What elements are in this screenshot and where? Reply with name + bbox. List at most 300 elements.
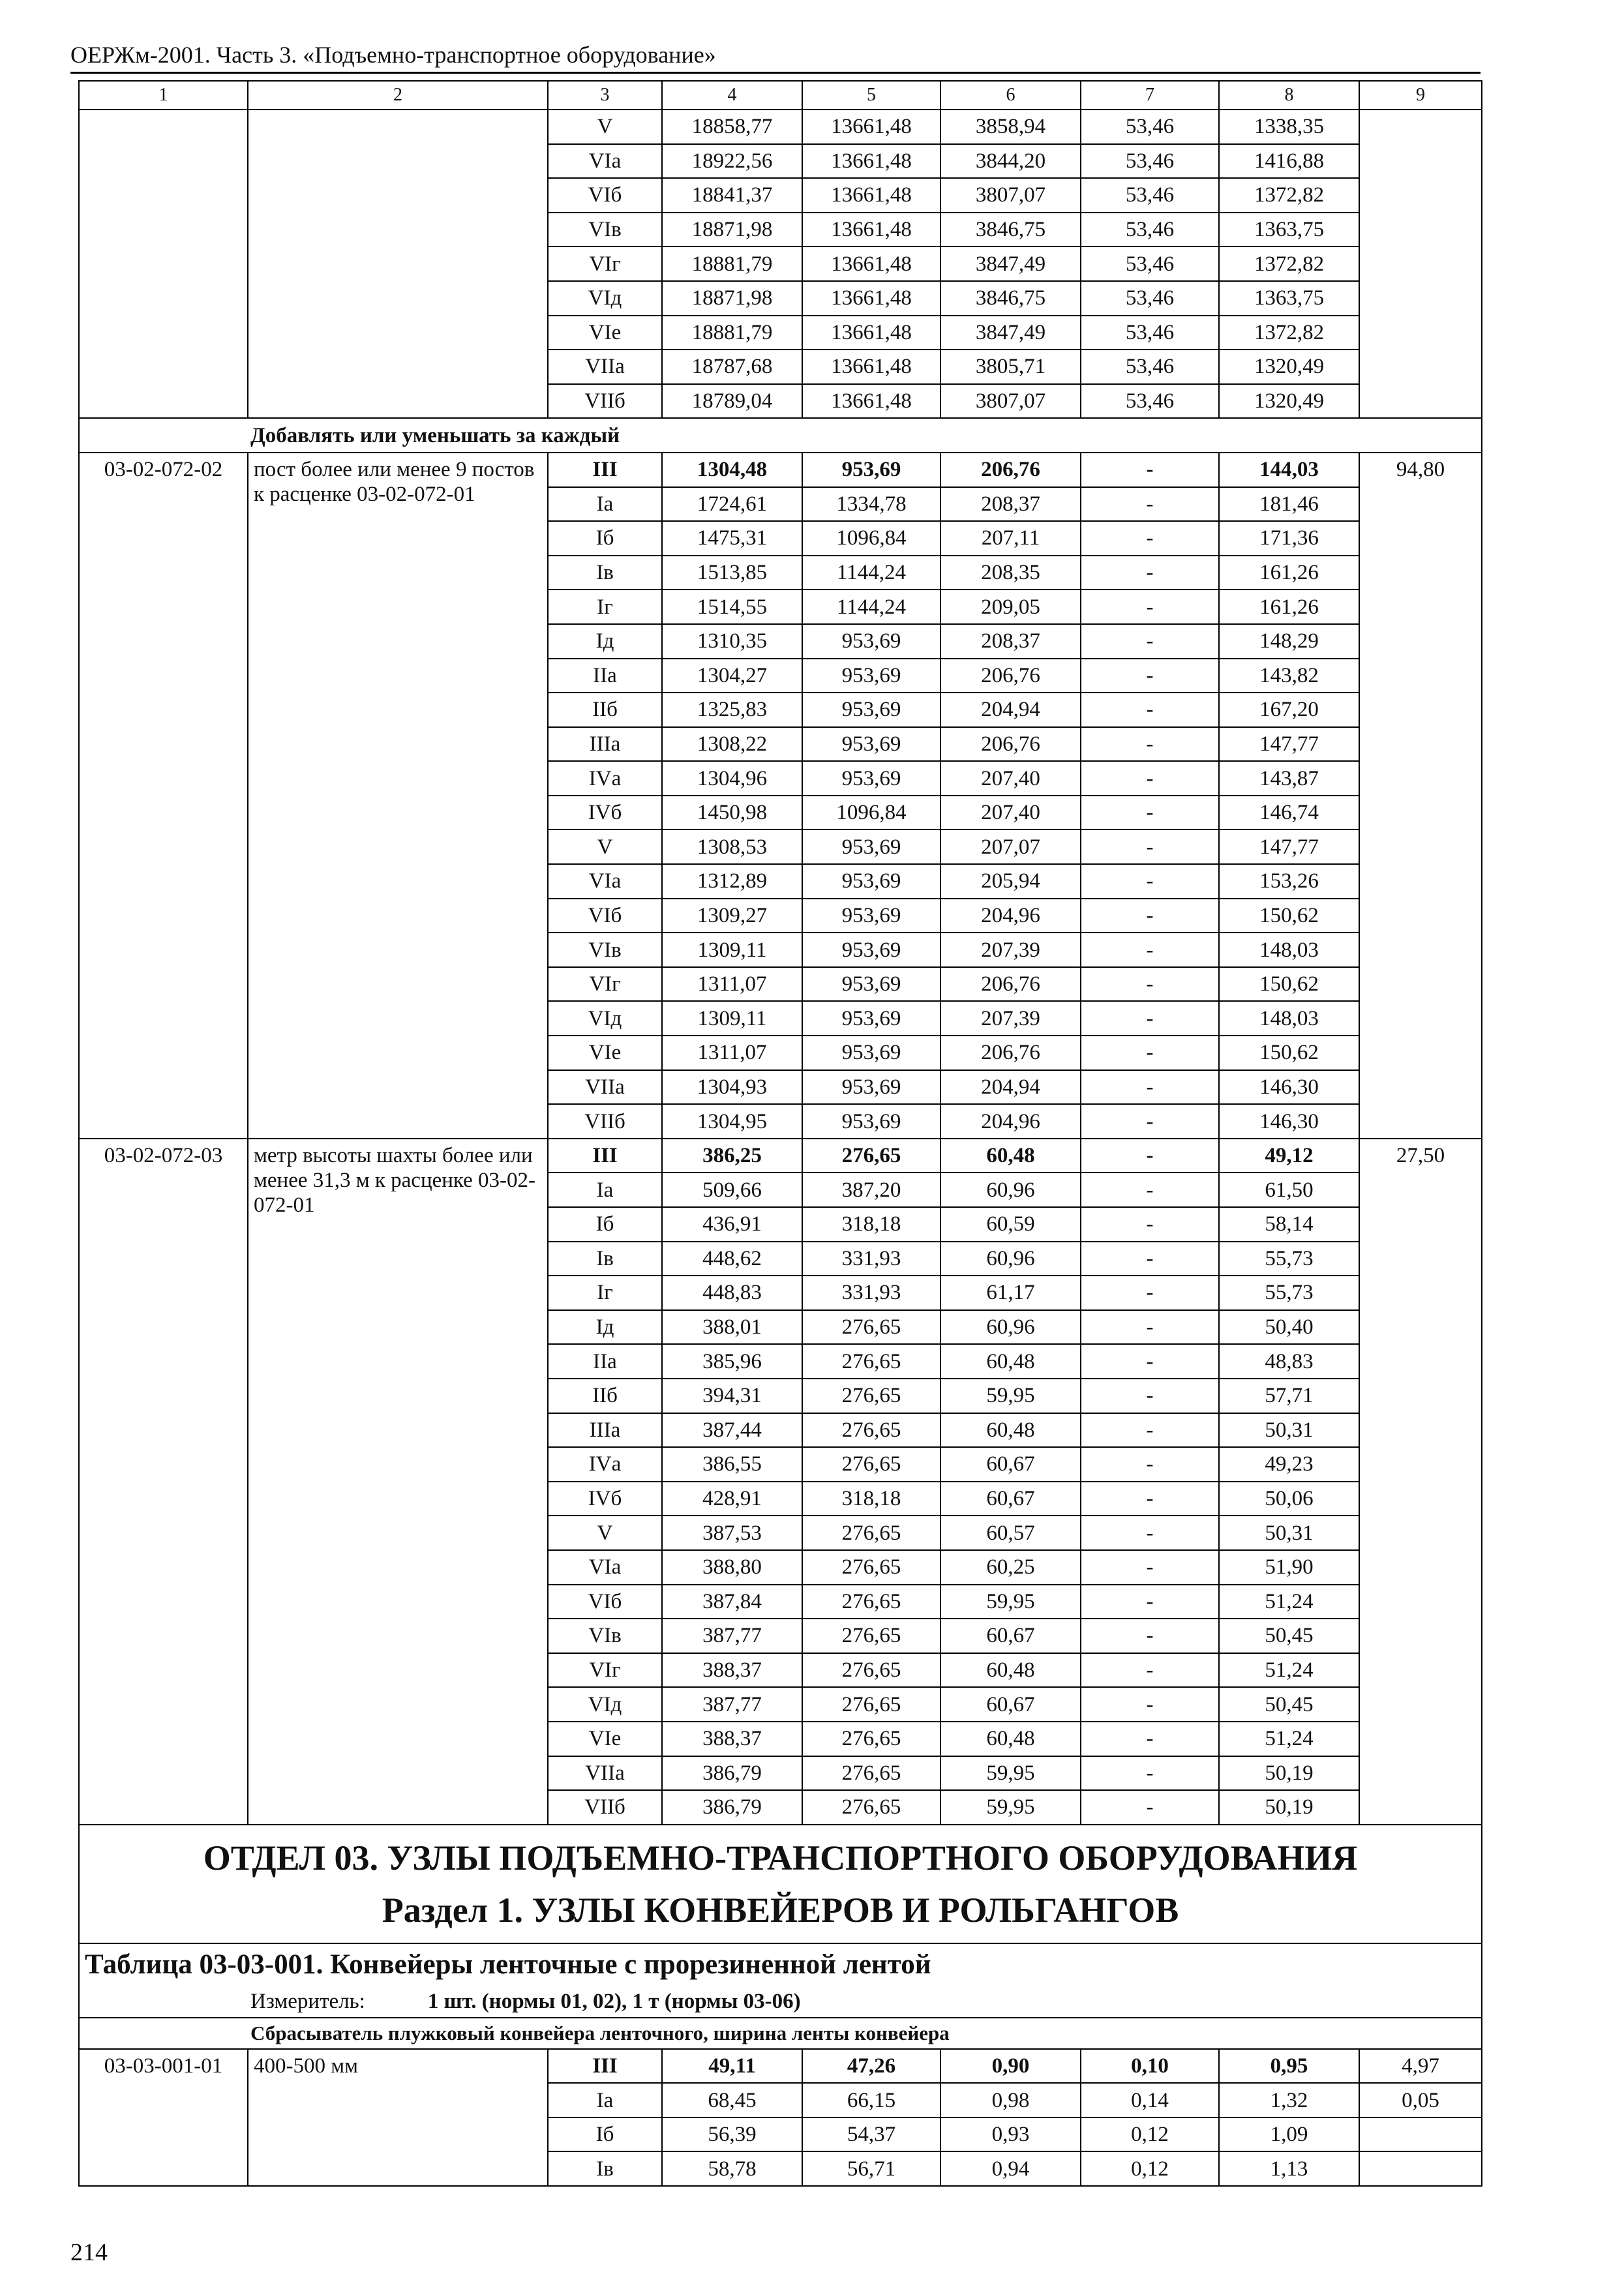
value-cell: 1,32: [1219, 2083, 1359, 2117]
value-cell: -: [1081, 1687, 1219, 1722]
rate-description: [248, 110, 548, 418]
value-cell: -: [1081, 1173, 1219, 1207]
rate-code: 03-03-001-01: [79, 2049, 248, 2186]
value-cell: 60,25: [940, 1550, 1081, 1585]
value-cell: 13661,48: [802, 384, 940, 419]
value-cell: 13661,48: [802, 110, 940, 144]
zone-cell: III: [548, 453, 662, 487]
value-cell: 60,67: [940, 1447, 1081, 1482]
value-cell: 1308,53: [662, 830, 802, 864]
measure: [79, 1986, 1482, 2018]
value-cell: 386,79: [662, 1790, 802, 1825]
value-cell: -: [1081, 521, 1219, 556]
value-cell: 276,65: [802, 1790, 940, 1825]
value-cell: 1309,11: [662, 1001, 802, 1036]
value-cell: 1311,07: [662, 1036, 802, 1070]
value-cell: 60,96: [940, 1173, 1081, 1207]
department-heading-row: [79, 1825, 1482, 1943]
value-cell: 428,91: [662, 1482, 802, 1516]
table-row: [79, 2049, 1482, 2084]
value-cell: -: [1081, 727, 1219, 762]
value-cell: 1312,89: [662, 864, 802, 899]
value-cell: -: [1081, 1242, 1219, 1276]
value-cell: 48,83: [1219, 1344, 1359, 1379]
value-cell: -: [1081, 1447, 1219, 1482]
column-number: 3: [548, 81, 662, 110]
value-cell: 53,46: [1081, 281, 1219, 316]
value-cell: 150,62: [1219, 967, 1359, 1002]
value-cell: 3844,20: [940, 144, 1081, 179]
value-cell: 388,37: [662, 1722, 802, 1756]
value-cell: 146,30: [1219, 1104, 1359, 1139]
rate-code: 03-02-072-02: [79, 453, 248, 1139]
value-cell: 56,71: [802, 2151, 940, 2186]
value-cell: 18789,04: [662, 384, 802, 419]
value-cell: 1514,55: [662, 590, 802, 624]
value-cell: 53,46: [1081, 213, 1219, 247]
value-cell: 206,76: [940, 453, 1081, 487]
value-cell: 18922,56: [662, 144, 802, 179]
value-cell: 953,69: [802, 624, 940, 659]
value-cell: 0,95: [1219, 2049, 1359, 2084]
department-heading: [79, 1825, 1482, 1943]
zone-cell: Iб: [548, 2117, 662, 2152]
value-cell: 53,46: [1081, 110, 1219, 144]
column-number: 2: [248, 81, 548, 110]
value-cell: 50,31: [1219, 1516, 1359, 1550]
zone-cell: VIб: [548, 178, 662, 213]
zone-cell: III: [548, 2049, 662, 2084]
value-cell: 153,26: [1219, 864, 1359, 899]
value-cell: -: [1081, 1379, 1219, 1413]
value-cell: 60,48: [940, 1413, 1081, 1448]
value-cell: 207,40: [940, 761, 1081, 796]
value-cell: 161,26: [1219, 556, 1359, 590]
value-cell: 953,69: [802, 967, 940, 1002]
value-cell: 58,78: [662, 2151, 802, 2186]
col9-cell: 0,05: [1359, 2083, 1482, 2117]
zone-cell: V: [548, 110, 662, 144]
value-cell: 276,65: [802, 1447, 940, 1482]
value-cell: 148,29: [1219, 624, 1359, 659]
zone-cell: IVб: [548, 1482, 662, 1516]
value-cell: 436,91: [662, 1207, 802, 1242]
value-cell: -: [1081, 1276, 1219, 1310]
zone-cell: IVа: [548, 1447, 662, 1482]
zone-cell: IVб: [548, 796, 662, 830]
value-cell: 3846,75: [940, 213, 1081, 247]
value-cell: 1310,35: [662, 624, 802, 659]
value-cell: 204,94: [940, 1070, 1081, 1105]
zone-cell: Iа: [548, 487, 662, 522]
rate-code: 03-02-072-03: [79, 1139, 248, 1825]
value-cell: 60,48: [940, 1722, 1081, 1756]
zone-cell: III: [548, 1139, 662, 1173]
zone-cell: Iд: [548, 624, 662, 659]
value-cell: 1450,98: [662, 796, 802, 830]
value-cell: 385,96: [662, 1344, 802, 1379]
value-cell: 1304,93: [662, 1070, 802, 1105]
rates-table: [78, 80, 1482, 2187]
value-cell: 387,44: [662, 1413, 802, 1448]
zone-cell: VIIа: [548, 1070, 662, 1105]
zone-cell: V: [548, 1516, 662, 1550]
value-cell: -: [1081, 796, 1219, 830]
value-cell: 208,37: [940, 624, 1081, 659]
value-cell: 150,62: [1219, 1036, 1359, 1070]
value-cell: 161,26: [1219, 590, 1359, 624]
table-title: Таблица 03-03-001. Конвейеры ленточные с прорезиненной лентой: [79, 1943, 1482, 1986]
value-cell: 53,46: [1081, 247, 1219, 281]
zone-cell: VIIб: [548, 1104, 662, 1139]
value-cell: 276,65: [802, 1379, 940, 1413]
value-cell: 953,69: [802, 1070, 940, 1105]
value-cell: 57,71: [1219, 1379, 1359, 1413]
value-cell: 0,98: [940, 2083, 1081, 2117]
value-cell: 386,55: [662, 1447, 802, 1482]
value-cell: 51,90: [1219, 1550, 1359, 1585]
zone-cell: IIIа: [548, 727, 662, 762]
value-cell: 0,90: [940, 2049, 1081, 2084]
zone-cell: VIв: [548, 933, 662, 967]
value-cell: 18841,37: [662, 178, 802, 213]
value-cell: 386,25: [662, 1139, 802, 1173]
page-number: 214: [70, 2239, 108, 2266]
value-cell: 171,36: [1219, 521, 1359, 556]
value-cell: 206,76: [940, 659, 1081, 693]
value-cell: 953,69: [802, 693, 940, 727]
value-cell: 204,94: [940, 693, 1081, 727]
value-cell: 51,24: [1219, 1585, 1359, 1619]
rate-description: пост более или менее 9 постов к расценке 03-02-072-01: [248, 453, 548, 1139]
value-cell: -: [1081, 1139, 1219, 1173]
value-cell: 1334,78: [802, 487, 940, 522]
value-cell: 1724,61: [662, 487, 802, 522]
col9-cell: 27,50: [1359, 1139, 1482, 1825]
value-cell: 207,07: [940, 830, 1081, 864]
value-cell: 276,65: [802, 1756, 940, 1791]
rate-description: 400-500 мм: [248, 2049, 548, 2186]
value-cell: 276,65: [802, 1653, 940, 1688]
value-cell: 49,12: [1219, 1139, 1359, 1173]
value-cell: -: [1081, 830, 1219, 864]
value-cell: 18858,77: [662, 110, 802, 144]
value-cell: 1096,84: [802, 796, 940, 830]
zone-cell: VIе: [548, 1036, 662, 1070]
value-cell: 60,48: [940, 1344, 1081, 1379]
column-number: 5: [802, 81, 940, 110]
value-cell: -: [1081, 1653, 1219, 1688]
value-cell: 208,35: [940, 556, 1081, 590]
value-cell: 18881,79: [662, 316, 802, 350]
value-cell: 66,15: [802, 2083, 940, 2117]
value-cell: 953,69: [802, 933, 940, 967]
value-cell: 276,65: [802, 1550, 940, 1585]
value-cell: 276,65: [802, 1687, 940, 1722]
value-cell: 206,76: [940, 727, 1081, 762]
subheading: Сбрасыватель плужковый конвейера ленточного, ширина ленты конвейера: [79, 2018, 1482, 2049]
value-cell: 143,87: [1219, 761, 1359, 796]
zone-cell: Iд: [548, 1310, 662, 1345]
column-number-row: [79, 81, 1482, 110]
value-cell: 276,65: [802, 1344, 940, 1379]
value-cell: 13661,48: [802, 144, 940, 179]
value-cell: 1,13: [1219, 2151, 1359, 2186]
value-cell: -: [1081, 1036, 1219, 1070]
value-cell: 61,17: [940, 1276, 1081, 1310]
value-cell: 276,65: [802, 1516, 940, 1550]
value-cell: 49,11: [662, 2049, 802, 2084]
value-cell: 60,67: [940, 1687, 1081, 1722]
value-cell: -: [1081, 1756, 1219, 1791]
value-cell: 54,37: [802, 2117, 940, 2152]
value-cell: 953,69: [802, 1001, 940, 1036]
value-cell: -: [1081, 693, 1219, 727]
value-cell: 1308,22: [662, 727, 802, 762]
col9-cell: 4,97: [1359, 2049, 1482, 2084]
value-cell: 18871,98: [662, 281, 802, 316]
zone-cell: VIд: [548, 281, 662, 316]
value-cell: 3807,07: [940, 178, 1081, 213]
value-cell: 60,59: [940, 1207, 1081, 1242]
value-cell: 1372,82: [1219, 247, 1359, 281]
value-cell: 143,82: [1219, 659, 1359, 693]
column-number: 6: [940, 81, 1081, 110]
value-cell: -: [1081, 1516, 1219, 1550]
value-cell: -: [1081, 453, 1219, 487]
value-cell: 53,46: [1081, 144, 1219, 179]
value-cell: 276,65: [802, 1619, 940, 1653]
department-title: ОТДЕЛ 03. УЗЛЫ ПОДЪЕМНО-ТРАНСПОРТНОГО ОБОРУДОВАНИЯ: [203, 1838, 1358, 1878]
value-cell: 3846,75: [940, 281, 1081, 316]
value-cell: 953,69: [802, 761, 940, 796]
table-row: [79, 110, 1482, 144]
zone-cell: IIб: [548, 693, 662, 727]
value-cell: -: [1081, 1790, 1219, 1825]
measure-value: 1 шт. (нормы 01, 02), 1 т (нормы 03-06): [427, 1989, 801, 2013]
zone-cell: IIа: [548, 1344, 662, 1379]
zone-cell: Iа: [548, 1173, 662, 1207]
value-cell: 207,11: [940, 521, 1081, 556]
value-cell: -: [1081, 1310, 1219, 1345]
zone-cell: VIб: [548, 899, 662, 933]
value-cell: 1304,96: [662, 761, 802, 796]
value-cell: 59,95: [940, 1379, 1081, 1413]
value-cell: 3847,49: [940, 247, 1081, 281]
zone-cell: VIIб: [548, 384, 662, 419]
value-cell: 51,24: [1219, 1722, 1359, 1756]
value-cell: -: [1081, 487, 1219, 522]
measure-label: Измеритель:: [250, 1989, 365, 2013]
value-cell: 150,62: [1219, 899, 1359, 933]
col9-cell: 94,80: [1359, 453, 1482, 1139]
value-cell: 388,80: [662, 1550, 802, 1585]
value-cell: 448,62: [662, 1242, 802, 1276]
value-cell: 18787,68: [662, 350, 802, 384]
zone-cell: Iб: [548, 521, 662, 556]
value-cell: 1475,31: [662, 521, 802, 556]
value-cell: 1096,84: [802, 521, 940, 556]
value-cell: -: [1081, 1344, 1219, 1379]
value-cell: 276,65: [802, 1413, 940, 1448]
value-cell: 1513,85: [662, 556, 802, 590]
value-cell: 147,77: [1219, 830, 1359, 864]
value-cell: 60,96: [940, 1242, 1081, 1276]
value-cell: 1309,11: [662, 933, 802, 967]
value-cell: 53,46: [1081, 316, 1219, 350]
value-cell: 1144,24: [802, 556, 940, 590]
zone-cell: IIб: [548, 1379, 662, 1413]
value-cell: 207,40: [940, 796, 1081, 830]
zone-cell: VIе: [548, 1722, 662, 1756]
value-cell: 318,18: [802, 1482, 940, 1516]
value-cell: 1320,49: [1219, 384, 1359, 419]
value-cell: 953,69: [802, 830, 940, 864]
value-cell: 1363,75: [1219, 281, 1359, 316]
add-note: Добавлять или уменьшать за каждый: [79, 418, 1482, 453]
value-cell: 3858,94: [940, 110, 1081, 144]
zone-cell: IIIа: [548, 1413, 662, 1448]
value-cell: 394,31: [662, 1379, 802, 1413]
value-cell: 49,23: [1219, 1447, 1359, 1482]
value-cell: 388,01: [662, 1310, 802, 1345]
value-cell: 953,69: [802, 1104, 940, 1139]
value-cell: 386,79: [662, 1756, 802, 1791]
value-cell: 47,26: [802, 2049, 940, 2084]
value-cell: 1311,07: [662, 967, 802, 1002]
value-cell: 181,46: [1219, 487, 1359, 522]
table-row: [79, 453, 1482, 487]
value-cell: 387,84: [662, 1585, 802, 1619]
value-cell: -: [1081, 1550, 1219, 1585]
value-cell: -: [1081, 1070, 1219, 1105]
value-cell: 56,39: [662, 2117, 802, 2152]
value-cell: 953,69: [802, 453, 940, 487]
value-cell: 13661,48: [802, 247, 940, 281]
value-cell: 276,65: [802, 1310, 940, 1345]
value-cell: -: [1081, 659, 1219, 693]
value-cell: 953,69: [802, 864, 940, 899]
value-cell: 144,03: [1219, 453, 1359, 487]
add-note-row: [79, 418, 1482, 453]
zone-cell: VIа: [548, 864, 662, 899]
value-cell: 1363,75: [1219, 213, 1359, 247]
value-cell: 331,93: [802, 1242, 940, 1276]
value-cell: 13661,48: [802, 281, 940, 316]
value-cell: 18871,98: [662, 213, 802, 247]
value-cell: 167,20: [1219, 693, 1359, 727]
value-cell: 18881,79: [662, 247, 802, 281]
value-cell: 1325,83: [662, 693, 802, 727]
zone-cell: VIIа: [548, 1756, 662, 1791]
value-cell: 13661,48: [802, 316, 940, 350]
col9-cell: [1359, 2117, 1482, 2152]
value-cell: 51,24: [1219, 1653, 1359, 1688]
zone-cell: VIг: [548, 247, 662, 281]
zone-cell: Iв: [548, 1242, 662, 1276]
value-cell: 0,14: [1081, 2083, 1219, 2117]
value-cell: -: [1081, 864, 1219, 899]
value-cell: 1,09: [1219, 2117, 1359, 2152]
value-cell: 387,77: [662, 1619, 802, 1653]
value-cell: 146,30: [1219, 1070, 1359, 1105]
value-cell: 50,19: [1219, 1790, 1359, 1825]
zone-cell: IVа: [548, 761, 662, 796]
value-cell: 59,95: [940, 1585, 1081, 1619]
zone-cell: Iг: [548, 590, 662, 624]
value-cell: 3847,49: [940, 316, 1081, 350]
value-cell: -: [1081, 590, 1219, 624]
measure-row: [79, 1986, 1482, 2018]
value-cell: 50,31: [1219, 1413, 1359, 1448]
zone-cell: VIг: [548, 1653, 662, 1688]
value-cell: 276,65: [802, 1139, 940, 1173]
value-cell: 13661,48: [802, 350, 940, 384]
value-cell: 146,74: [1219, 796, 1359, 830]
value-cell: 318,18: [802, 1207, 940, 1242]
value-cell: 276,65: [802, 1722, 940, 1756]
value-cell: 1304,27: [662, 659, 802, 693]
zone-cell: VIIа: [548, 350, 662, 384]
zone-cell: Iг: [548, 1276, 662, 1310]
zone-cell: VIб: [548, 1585, 662, 1619]
zone-cell: VIIб: [548, 1790, 662, 1825]
value-cell: 1338,35: [1219, 110, 1359, 144]
value-cell: 50,45: [1219, 1687, 1359, 1722]
value-cell: 60,48: [940, 1139, 1081, 1173]
rate-code: [79, 110, 248, 418]
zone-cell: VIд: [548, 1001, 662, 1036]
column-number: 7: [1081, 81, 1219, 110]
value-cell: -: [1081, 1482, 1219, 1516]
value-cell: 1372,82: [1219, 316, 1359, 350]
zone-cell: VIа: [548, 144, 662, 179]
value-cell: 147,77: [1219, 727, 1359, 762]
value-cell: 953,69: [802, 659, 940, 693]
value-cell: -: [1081, 761, 1219, 796]
value-cell: 205,94: [940, 864, 1081, 899]
value-cell: 13661,48: [802, 213, 940, 247]
value-cell: 276,65: [802, 1585, 940, 1619]
value-cell: 0,10: [1081, 2049, 1219, 2084]
value-cell: 50,40: [1219, 1310, 1359, 1345]
value-cell: -: [1081, 1619, 1219, 1653]
value-cell: -: [1081, 1413, 1219, 1448]
zone-cell: V: [548, 830, 662, 864]
value-cell: 50,45: [1219, 1619, 1359, 1653]
value-cell: -: [1081, 624, 1219, 659]
value-cell: 206,76: [940, 967, 1081, 1002]
zone-cell: Iб: [548, 1207, 662, 1242]
zone-cell: VIа: [548, 1550, 662, 1585]
value-cell: 59,95: [940, 1756, 1081, 1791]
value-cell: 509,66: [662, 1173, 802, 1207]
value-cell: 953,69: [802, 727, 940, 762]
value-cell: 61,50: [1219, 1173, 1359, 1207]
value-cell: 209,05: [940, 590, 1081, 624]
value-cell: 60,48: [940, 1653, 1081, 1688]
value-cell: 60,57: [940, 1516, 1081, 1550]
value-cell: 388,37: [662, 1653, 802, 1688]
value-cell: 208,37: [940, 487, 1081, 522]
value-cell: -: [1081, 899, 1219, 933]
rate-description: метр высоты шахты более или менее 31,3 м к расценке 03-02-072-01: [248, 1139, 548, 1825]
value-cell: 60,67: [940, 1482, 1081, 1516]
section-title: Раздел 1. УЗЛЫ КОНВЕЙЕРОВ И РОЛЬГАНГОВ: [382, 1890, 1179, 1930]
value-cell: 207,39: [940, 1001, 1081, 1036]
value-cell: 204,96: [940, 1104, 1081, 1139]
value-cell: 3807,07: [940, 384, 1081, 419]
